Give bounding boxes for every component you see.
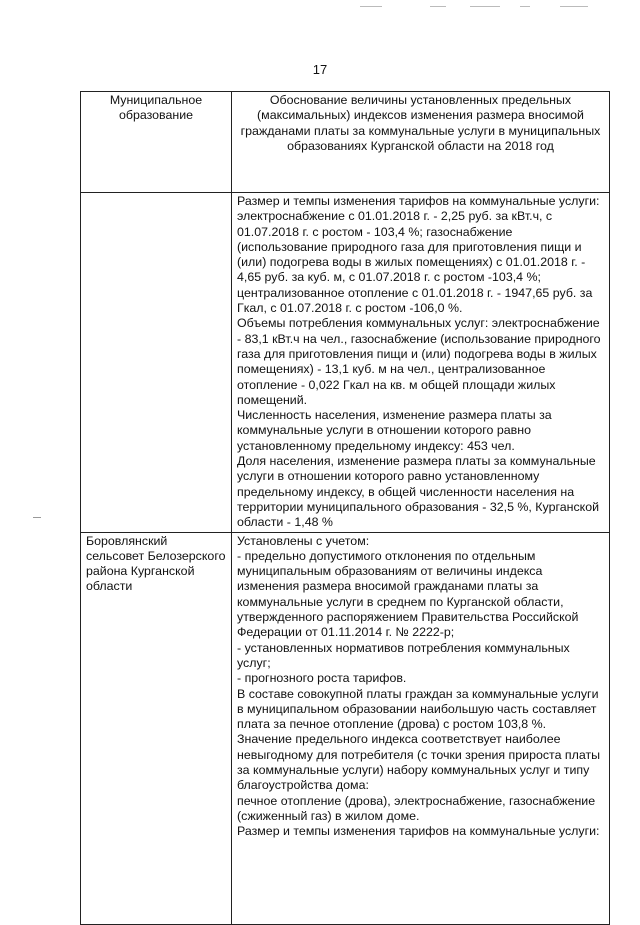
row-municipality: Боровлянский сельсовет Белозерского района Курганской области — [81, 532, 232, 924]
justification-table — [80, 91, 610, 925]
paragraph: электроснабжение с 01.01.2018 г. - 2,25 руб. за кВт.ч, с 01.07.2018 г. с ростом - 103,4 %; газоснабжение (использование природного газа для приготовления пищи и (или) подогрева воды в жилых помещениях) с 01.01.2018 г. - 4,65 руб. за куб. м, с 01.07.2018 г. с ростом -103,4 %; централизованное отопление с 01.01.2018 г. - 1947,65 руб. за Гкал, с 01.07.2018 г. с ростом -106,0 %. — [237, 209, 593, 316]
header-justification: Обоснование величины установленных предельных (максимальных) индексов изменения размера вносимой гражданами платы за коммунальные услуги в муниципальных образованиях Курганской области на 2018 год — [232, 92, 610, 193]
row-justification — [232, 532, 610, 924]
row-justification — [232, 193, 610, 533]
table-row — [81, 532, 610, 924]
row-municipality — [81, 193, 232, 533]
table-header-row — [81, 92, 610, 193]
paragraph: Численность населения, изменение размера платы за коммунальные услуги в отношении которого равно установленному предельному индексу: 453 чел. — [237, 408, 552, 453]
paragraph: Установлены с учетом: — [237, 533, 370, 548]
table-row — [81, 193, 610, 533]
scan-artifact — [430, 6, 446, 7]
paragraph: Объемы потребления коммунальных услуг: электроснабжение - 83,1 кВт.ч на чел., газоснабжение (использование природного газа для приготовления пищи и (или) подогрева воды в жилых помещениях) - 13,1 куб. м на чел., централизованное отопление - 0,022 Гкал на кв. м общей площади жилых помещений. — [237, 316, 601, 407]
header-municipality: Муниципальное образование — [81, 92, 232, 193]
paragraph: Значение предельного индекса соответствует наиболее невыгодному для потребителя (с точки зрения прироста платы за коммунальные услуги) набору коммунальных услуг и типу благоустройства дома: — [237, 732, 601, 793]
paragraph: Размер и темпы изменения тарифов на коммунальные услуги: — [237, 194, 600, 208]
scan-artifact — [560, 6, 588, 7]
paragraph: - прогнозного роста тарифов. — [237, 671, 407, 686]
paragraph: - установленных нормативов потребления коммунальных услуг; — [237, 640, 570, 670]
scan-artifact — [360, 6, 382, 7]
paragraph: печное отопление (дрова), электроснабжение, газоснабжение (сжиженный газ) в жилом доме. — [237, 793, 596, 823]
paragraph: В составе совокупной платы граждан за коммунальные услуги в муниципальном образовании наибольшую часть составляет плата за печное отопление (дрова) с ростом 103,8 %. — [237, 686, 599, 732]
page-number: 17 — [312, 62, 328, 77]
scan-artifact — [520, 6, 530, 7]
paragraph: - предельно допустимого отклонения по отдельным муниципальным образованиям от величины индекса изменения размера вносимой гражданами платы за коммунальные услуги в среднем по Курганской области, утвержденного распоряжением Правительства Российской Федерации от 01.11.2014 г. № 2222-р; — [237, 548, 579, 640]
margin-mark — [33, 517, 41, 518]
paragraph: Размер и темпы изменения тарифов на коммунальные услуги: — [237, 824, 600, 839]
scan-artifact — [470, 6, 500, 7]
paragraph: Доля населения, изменение размера платы за коммунальные услуги в отношении которого равно установленному предельному индексу, в общей численности населения на территории муниципального образования - 32,5 %, Курганской области - 1,48 % — [237, 454, 600, 530]
